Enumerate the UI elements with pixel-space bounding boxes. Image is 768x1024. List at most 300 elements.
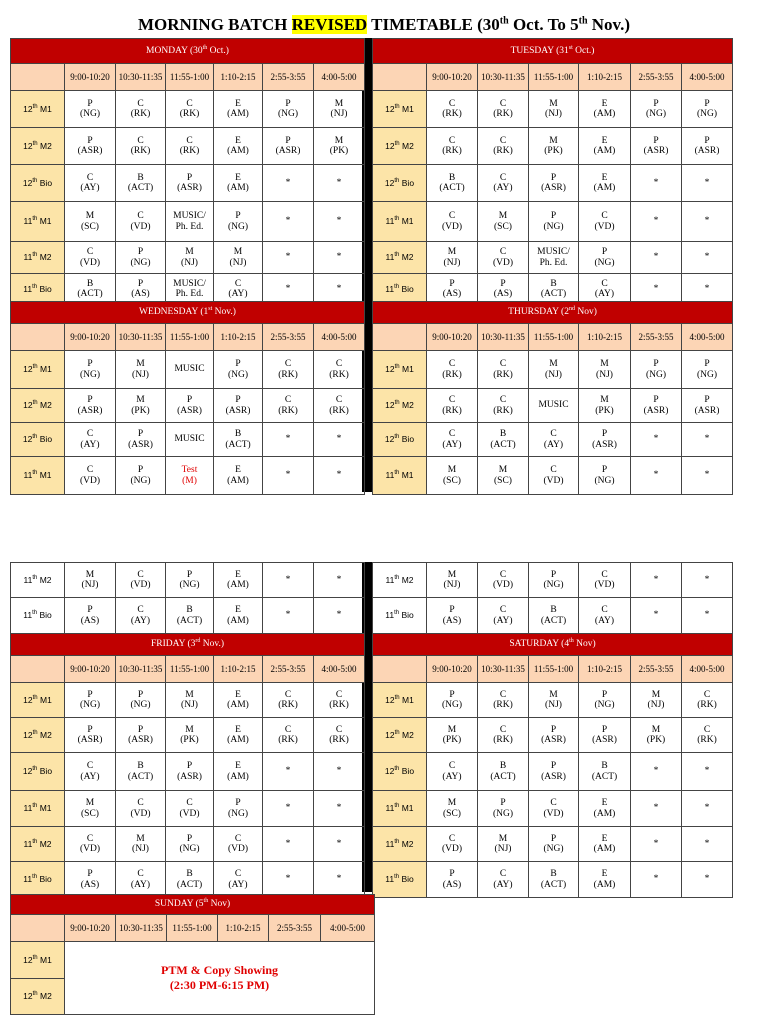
timetable-cell: B (ACT) (116, 753, 166, 791)
class-suffix: th (32, 177, 38, 184)
table-row (11, 598, 365, 634)
timetable-cell: E (AM) (214, 683, 263, 718)
day-month: Oct.) (572, 45, 595, 56)
timetable-cell: * (263, 165, 314, 202)
timetable-cell: C (RK) (478, 683, 529, 718)
row-label (11, 563, 65, 598)
timetable-cell: C (VD) (529, 791, 579, 827)
row-label (373, 128, 427, 165)
group-name: M2 (399, 400, 414, 411)
timetable-cell: E (AM) (214, 563, 263, 598)
table-row (11, 753, 365, 791)
timetable-cell: * (263, 827, 314, 862)
table-row (373, 718, 733, 753)
time-slot-header: 4:00-5:00 (682, 324, 733, 351)
timetable-cell: B (ACT) (214, 423, 263, 457)
class-suffix: th (32, 694, 38, 701)
timetable-cell: C (AY) (529, 423, 579, 457)
page-title: MORNING BATCH REVISED TIMETABLE (30th Oct. To 5th Nov.) (137, 15, 631, 34)
class-suffix: th (32, 216, 38, 223)
day-header (373, 302, 733, 324)
timetable-cell: M (NJ) (631, 683, 682, 718)
class-number: 12 (23, 103, 33, 114)
timetable-cell: C (VD) (116, 202, 166, 242)
class-number: 12 (385, 729, 395, 740)
timetable-cell: B (ACT) (579, 753, 631, 791)
timetable-cell: * (263, 753, 314, 791)
timetable-cell: C (VD) (579, 202, 631, 242)
timetable-cell: P (ASR) (166, 753, 214, 791)
class-number: 11 (23, 574, 33, 585)
timetable-cell: * (682, 753, 733, 791)
table-row (11, 128, 365, 165)
friday-table (10, 633, 365, 898)
timetable-cell: MUSIC (529, 389, 579, 423)
class-number: 12 (385, 364, 395, 375)
table-row (373, 389, 733, 423)
group-name: M1 (37, 470, 52, 481)
class-number: 12 (22, 434, 33, 445)
timetable-cell: C (RK) (314, 683, 365, 718)
time-slot-header: 11:55-1:00 (166, 324, 214, 351)
timetable-cell: P (AS) (65, 598, 116, 634)
class-number: 11 (385, 874, 395, 885)
timetable-cell: P (NG) (166, 563, 214, 598)
timetable-cell: B (ACT) (427, 165, 478, 202)
timetable-cell: P (NG) (166, 827, 214, 862)
class-number: 12 (23, 694, 33, 705)
group-name: M2 (399, 140, 414, 151)
timetable-cell: MUSIC/ Ph. Ed. (166, 274, 214, 305)
row-label (11, 862, 65, 898)
time-slot-header: 9:00-10:20 (427, 324, 478, 351)
header-corner (11, 915, 65, 942)
timetable-cell: * (314, 242, 365, 274)
timetable-cell: E (AM) (214, 91, 263, 128)
timetable-cell: C (VD) (116, 791, 166, 827)
timetable-cell: E (AM) (579, 165, 631, 202)
group-name: M2 (37, 729, 52, 740)
table-row (11, 827, 365, 862)
group-name: M1 (399, 470, 414, 481)
row-label (373, 389, 427, 423)
timetable-cell: M (PK) (529, 128, 579, 165)
group-name: M2 (37, 574, 52, 585)
timetable-cell: C (VD) (65, 242, 116, 274)
class-suffix: th (32, 103, 38, 110)
class-suffix: th (394, 140, 400, 147)
time-slot-header: 4:00-5:00 (321, 915, 375, 942)
group-name: Bio (399, 766, 415, 777)
table-row (11, 942, 375, 979)
time-slot-header: 11:55-1:00 (166, 64, 214, 91)
timetable-cell: P (NG) (579, 683, 631, 718)
timetable-cell: * (631, 791, 682, 827)
class-number: 12 (23, 954, 33, 965)
class-suffix: th (32, 470, 38, 477)
class-suffix: th (32, 400, 38, 407)
row-label (11, 165, 65, 202)
class-number: 12 (23, 729, 33, 740)
time-slot-header: 1:10-2:15 (579, 656, 631, 683)
group-name: M1 (399, 364, 414, 375)
group-name: Bio (37, 177, 53, 188)
group-name: M1 (37, 364, 52, 375)
timetable-cell: * (631, 827, 682, 862)
timetable-cell: P (NG) (214, 351, 263, 389)
row-label (11, 128, 65, 165)
timetable-cell: * (682, 827, 733, 862)
timetable-cell: M (PK) (631, 718, 682, 753)
table-row (373, 827, 733, 862)
header-corner (11, 324, 65, 351)
timetable-cell: C (RK) (478, 91, 529, 128)
timetable-cell: * (682, 598, 733, 634)
timetable-cell: * (263, 563, 314, 598)
group-name: M1 (37, 694, 52, 705)
timetable-cell: C (AY) (214, 274, 263, 305)
time-slot-header: 1:10-2:15 (214, 324, 263, 351)
timetable-cell: * (314, 165, 365, 202)
table-row (11, 718, 365, 753)
timetable-cell: P (NG) (65, 351, 116, 389)
table-row (11, 423, 365, 457)
class-suffix: th (32, 991, 38, 998)
timetable-cell: * (263, 598, 314, 634)
row-label (11, 979, 65, 1015)
group-name: M1 (37, 954, 52, 965)
timetable-cell: * (682, 202, 733, 242)
time-slot-header: 2:55-3:55 (631, 324, 682, 351)
time-slot-header: 11:55-1:00 (529, 656, 579, 683)
timetable-cell: C (RK) (314, 718, 365, 753)
row-label (373, 827, 427, 862)
table-row (11, 351, 365, 389)
time-slot-header: 10:30-11:35 (116, 656, 166, 683)
row-label (11, 718, 65, 753)
group-name: M1 (37, 103, 52, 114)
timetable-cell: * (314, 202, 365, 242)
class-suffix: th (394, 252, 400, 259)
timetable-cell: C (AY) (478, 862, 529, 898)
timetable-cell: C (RK) (682, 683, 733, 718)
thursday-continued-table (372, 562, 733, 634)
class-number: 12 (23, 364, 33, 375)
group-name: M2 (37, 400, 52, 411)
time-slot-header: 11:55-1:00 (166, 656, 214, 683)
timetable-cell: * (631, 753, 682, 791)
timetable-cell: P (NG) (579, 457, 631, 495)
timetable-cell: C (VD) (65, 827, 116, 862)
timetable-cell: C (RK) (478, 128, 529, 165)
timetable-cell: * (263, 791, 314, 827)
class-number: 11 (385, 803, 395, 814)
table-row (11, 91, 365, 128)
table-row (11, 389, 365, 423)
timetable-cell: P (NG) (214, 202, 263, 242)
timetable-cell: P (NG) (529, 563, 579, 598)
group-name: M1 (399, 694, 414, 705)
class-suffix: th (32, 283, 38, 290)
timetable-cell: C (VD) (214, 827, 263, 862)
row-label (373, 862, 427, 898)
thursday-table (372, 301, 733, 495)
timetable-cell: * (682, 165, 733, 202)
timetable-cell: E (AM) (214, 753, 263, 791)
class-suffix: th (32, 610, 38, 617)
table-row (373, 862, 733, 898)
class-number: 12 (384, 766, 395, 777)
day-suffix: th (202, 44, 208, 51)
header-corner (373, 656, 427, 683)
timetable-cell: C (AY) (427, 423, 478, 457)
timetable-cell: P (ASR) (263, 128, 314, 165)
row-label (11, 683, 65, 718)
tuesday-table (372, 38, 733, 305)
timetable-cell: * (631, 563, 682, 598)
timetable-cell: C (VD) (65, 457, 116, 495)
class-suffix: th (32, 803, 38, 810)
timetable-cell: C (VD) (579, 563, 631, 598)
header-corner (11, 64, 65, 91)
timetable-cell: E (AM) (214, 598, 263, 634)
timetable-cell: * (631, 165, 682, 202)
timetable-cell: P (NG) (529, 202, 579, 242)
sunday-table (10, 894, 375, 1015)
timetable-cell: P (AS) (65, 862, 116, 898)
time-slot-header: 9:00-10:20 (65, 656, 116, 683)
timetable-cell: E (AM) (579, 827, 631, 862)
timetable-cell: * (314, 457, 365, 495)
timetable-cell: * (314, 423, 365, 457)
row-label (373, 202, 427, 242)
group-name: Bio (37, 283, 52, 294)
timetable-cell: M (PK) (579, 389, 631, 423)
timetable-cell: M (SC) (65, 202, 116, 242)
group-name: Bio (37, 874, 52, 885)
timetable-cell: M (NJ) (166, 683, 214, 718)
table-row (373, 165, 733, 202)
class-number: 11 (23, 803, 33, 814)
group-name: Bio (399, 283, 414, 294)
day-name: SUNDAY (5 (154, 899, 204, 910)
day-name: MONDAY (30 (146, 45, 203, 56)
timetable-cell: M (NJ) (478, 827, 529, 862)
row-label (11, 351, 65, 389)
timetable-cell: M (SC) (427, 457, 478, 495)
class-number: 11 (385, 283, 395, 294)
timetable-cell: P (NG) (529, 827, 579, 862)
table-row (11, 457, 365, 495)
row-label (11, 202, 65, 242)
timetable-cell: B (ACT) (166, 862, 214, 898)
time-slot-header: 9:00-10:20 (427, 64, 478, 91)
table-row (373, 423, 733, 457)
timetable-cell: P (ASR) (682, 128, 733, 165)
day-header (373, 634, 733, 656)
class-number: 12 (23, 400, 33, 411)
row-label (373, 718, 427, 753)
timetable-cell: C (RK) (314, 389, 365, 423)
table-row (373, 274, 733, 305)
ptm-note: PTM & Copy Showing (2:30 PM-6:15 PM) (65, 942, 375, 1015)
timetable-cell: E (AM) (214, 718, 263, 753)
day-suffix: rd (195, 638, 201, 645)
class-suffix: th (394, 470, 400, 477)
timetable-cell: M (PK) (314, 128, 365, 165)
class-suffix: th (394, 364, 400, 371)
row-label (373, 242, 427, 274)
class-suffix: th (394, 103, 400, 110)
table-row (373, 351, 733, 389)
table-row (373, 128, 733, 165)
timetable-cell: P (NG) (579, 242, 631, 274)
timetable-cell: P (AS) (427, 274, 478, 305)
class-number: 12 (23, 140, 33, 151)
time-slot-header: 1:10-2:15 (579, 324, 631, 351)
timetable-cell: M (PK) (116, 389, 166, 423)
time-slot-header: 10:30-11:35 (116, 915, 167, 942)
timetable-cell: P (ASR) (116, 718, 166, 753)
timetable-cell: * (631, 423, 682, 457)
timetable-cell: B (ACT) (529, 598, 579, 634)
row-label (11, 827, 65, 862)
timetable-cell: E (AM) (579, 791, 631, 827)
group-name: M1 (399, 216, 414, 227)
group-name: M2 (399, 838, 414, 849)
day-suffix: nd (568, 306, 575, 313)
timetable-cell: C (AY) (65, 753, 116, 791)
timetable-cell: C (VD) (529, 457, 579, 495)
timetable-cell: C (VD) (166, 791, 214, 827)
row-label (11, 598, 65, 634)
class-suffix: th (32, 729, 38, 736)
timetable-cell: * (263, 202, 314, 242)
table-row (11, 165, 365, 202)
time-slot-header: 10:30-11:35 (116, 64, 166, 91)
row-label (373, 351, 427, 389)
timetable-cell: P (ASR) (529, 753, 579, 791)
timetable-cell: C (RK) (116, 128, 166, 165)
day-month: Nov.) (200, 639, 225, 650)
time-slot-header: 11:55-1:00 (529, 64, 579, 91)
table-row (11, 683, 365, 718)
day-suffix: st (208, 306, 213, 313)
time-slot-header: 4:00-5:00 (682, 656, 733, 683)
table-row (373, 457, 733, 495)
group-name: Bio (399, 177, 415, 188)
timetable-cell: * (631, 202, 682, 242)
timetable-cell: * (263, 242, 314, 274)
class-suffix: th (32, 954, 38, 961)
class-suffix: th (394, 574, 400, 581)
group-name: M1 (399, 103, 414, 114)
time-slot-header: 2:55-3:55 (263, 64, 314, 91)
group-name: M2 (37, 991, 52, 1002)
group-name: M2 (37, 838, 52, 849)
group-name: Bio (399, 434, 415, 445)
group-name: Bio (37, 434, 53, 445)
time-slot-header: 9:00-10:20 (65, 915, 116, 942)
row-label (11, 389, 65, 423)
timetable-cell: M (PK) (427, 718, 478, 753)
timetable-cell: C (RK) (166, 128, 214, 165)
timetable-cell: C (RK) (263, 389, 314, 423)
timetable-cell: * (631, 274, 682, 305)
row-label (373, 753, 427, 791)
timetable-cell: P (NG) (116, 457, 166, 495)
row-label (373, 423, 427, 457)
class-suffix: th (394, 177, 400, 184)
timetable-cell: C (RK) (478, 389, 529, 423)
table-row (11, 274, 365, 305)
timetable-cell: P (ASR) (631, 389, 682, 423)
timetable-cell: P (NG) (263, 91, 314, 128)
timetable-cell: C (AY) (116, 862, 166, 898)
time-slot-header: 9:00-10:20 (65, 64, 116, 91)
timetable-cell: P (NG) (631, 91, 682, 128)
timetable-cell: M (NJ) (65, 563, 116, 598)
timetable-cell: P (AS) (478, 274, 529, 305)
timetable-cell: C (RK) (263, 351, 314, 389)
timetable-cell: * (314, 827, 365, 862)
timetable-cell: * (314, 274, 365, 305)
timetable-cell: P (ASR) (65, 389, 116, 423)
timetable-cell: P (ASR) (529, 718, 579, 753)
timetable-cell: E (AM) (214, 165, 263, 202)
table-row (373, 91, 733, 128)
timetable-cell: P (NG) (214, 791, 263, 827)
row-label (373, 274, 427, 305)
time-slot-header: 2:55-3:55 (263, 324, 314, 351)
timetable-cell: MUSIC/ Ph. Ed. (529, 242, 579, 274)
class-number: 12 (22, 766, 33, 777)
time-slot-header: 11:55-1:00 (167, 915, 218, 942)
timetable-cell: B (ACT) (65, 274, 116, 305)
row-label (11, 274, 65, 305)
timetable-cell: * (682, 242, 733, 274)
timetable-cell: M (PK) (166, 718, 214, 753)
group-name: M2 (37, 252, 52, 263)
day-name: TUESDAY (31 (510, 45, 569, 56)
table-row (373, 683, 733, 718)
timetable-cell: P (AS) (116, 274, 166, 305)
timetable-cell: M (NJ) (579, 351, 631, 389)
time-slot-header: 1:10-2:15 (214, 656, 263, 683)
time-slot-header: 1:10-2:15 (218, 915, 269, 942)
group-name: M2 (399, 574, 414, 585)
timetable-cell: * (314, 862, 365, 898)
saturday-table (372, 633, 733, 898)
timetable-cell: M (NJ) (427, 242, 478, 274)
time-slot-header: 4:00-5:00 (314, 324, 365, 351)
day-suffix: th (203, 898, 209, 905)
class-suffix: th (394, 838, 400, 845)
time-slot-header: 4:00-5:00 (682, 64, 733, 91)
class-number: 11 (23, 610, 33, 621)
day-month: Nov) (208, 899, 231, 910)
timetable-cell: C (RK) (166, 91, 214, 128)
class-number: 11 (23, 470, 33, 481)
timetable-cell: C (VD) (116, 563, 166, 598)
time-slot-header: 2:55-3:55 (631, 64, 682, 91)
timetable-cell: P (ASR) (166, 165, 214, 202)
day-suffix: st (568, 44, 573, 51)
timetable-cell: M (NJ) (214, 242, 263, 274)
day-header (11, 634, 365, 656)
timetable-cell: C (VD) (478, 242, 529, 274)
class-number: 11 (23, 252, 33, 263)
